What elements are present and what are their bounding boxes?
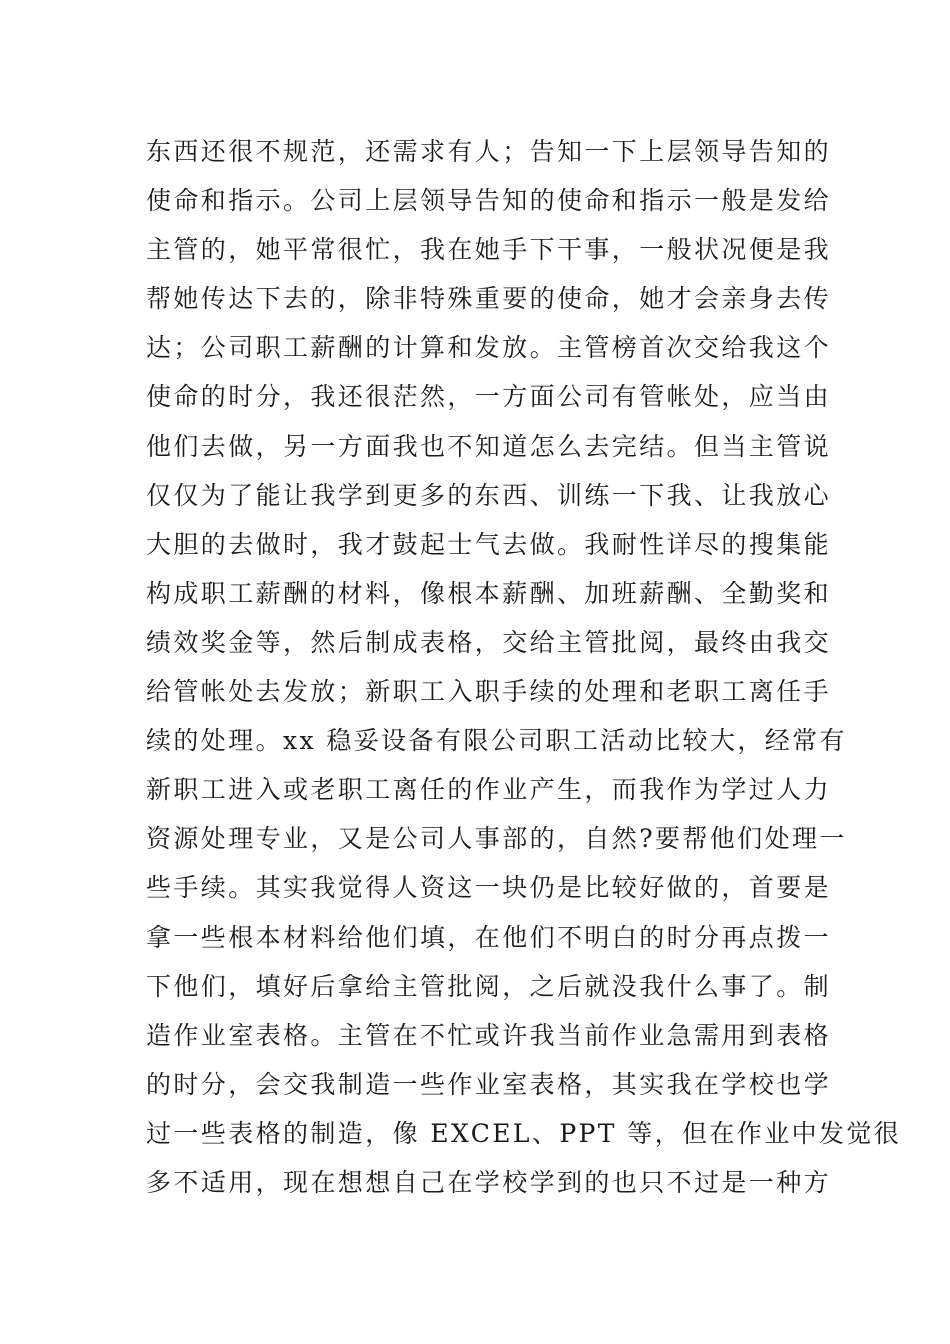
text-line: 资源处理专业，又是公司人事部的，自然?要帮他们处理一 bbox=[146, 824, 847, 854]
text-line: 东西还很不规范，还需求有人；告知一下上层领导告知的 bbox=[146, 137, 832, 166]
text-line: 些手续。其实我觉得人资这一块仍是比较好做的，首要是 bbox=[146, 873, 832, 903]
text-line: 过一些表格的制造，像 EXCEL、PPT 等，但在作业中发觉很 bbox=[146, 1118, 902, 1148]
text-line: 绩效奖金等，然后制成表格，交给主管批阅，最终由我交 bbox=[146, 627, 832, 657]
text-line: 主管的，她平常很忙，我在她手下干事，一般状况便是我 bbox=[146, 235, 832, 265]
text-line: 他们去做，另一方面我也不知道怎么去完结。但当主管说 bbox=[146, 431, 832, 461]
text-line: 下他们，填好后拿给主管批阅，之后就没我什么事了。制 bbox=[146, 971, 832, 1001]
text-line: 构成职工薪酬的材料，像根本薪酬、加班薪酬、全勤奖和 bbox=[146, 578, 832, 608]
text-line: 使命和指示。公司上层领导告知的使命和指示一般是发给 bbox=[146, 186, 832, 216]
text-line: 使命的时分，我还很茫然，一方面公司有管帐处，应当由 bbox=[146, 382, 832, 412]
text-line: 的时分，会交我制造一些作业室表格，其实我在学校也学 bbox=[146, 1069, 832, 1099]
text-line: 造作业室表格。主管在不忙或许我当前作业急需用到表格 bbox=[146, 1020, 832, 1050]
text-line: 拿一些根本材料给他们填，在他们不明白的时分再点拨一 bbox=[146, 922, 832, 952]
text-line: 达；公司职工薪酬的计算和发放。主管榜首次交给我这个 bbox=[146, 333, 832, 363]
text-line: 新职工进入或老职工离任的作业产生，而我作为学过人力 bbox=[146, 775, 832, 805]
text-line: 续的处理。xx 稳妥设备有限公司职工活动比较大，经常有 bbox=[146, 726, 847, 756]
text-line: 帮她传达下去的，除非特殊重要的使命，她才会亲身去传 bbox=[146, 284, 832, 314]
body-text bbox=[146, 132, 902, 1212]
text-line: 多不适用，现在想想自己在学校学到的也只不过是一种方 bbox=[146, 1167, 832, 1197]
text-line: 大胆的去做时，我才鼓起士气去做。我耐性详尽的搜集能 bbox=[146, 529, 832, 559]
text-line: 给管帐处去发放；新职工入职手续的处理和老职工离任手 bbox=[146, 677, 832, 707]
text-line: 仅仅为了能让我学到更多的东西、训练一下我、让我放心 bbox=[146, 480, 832, 510]
